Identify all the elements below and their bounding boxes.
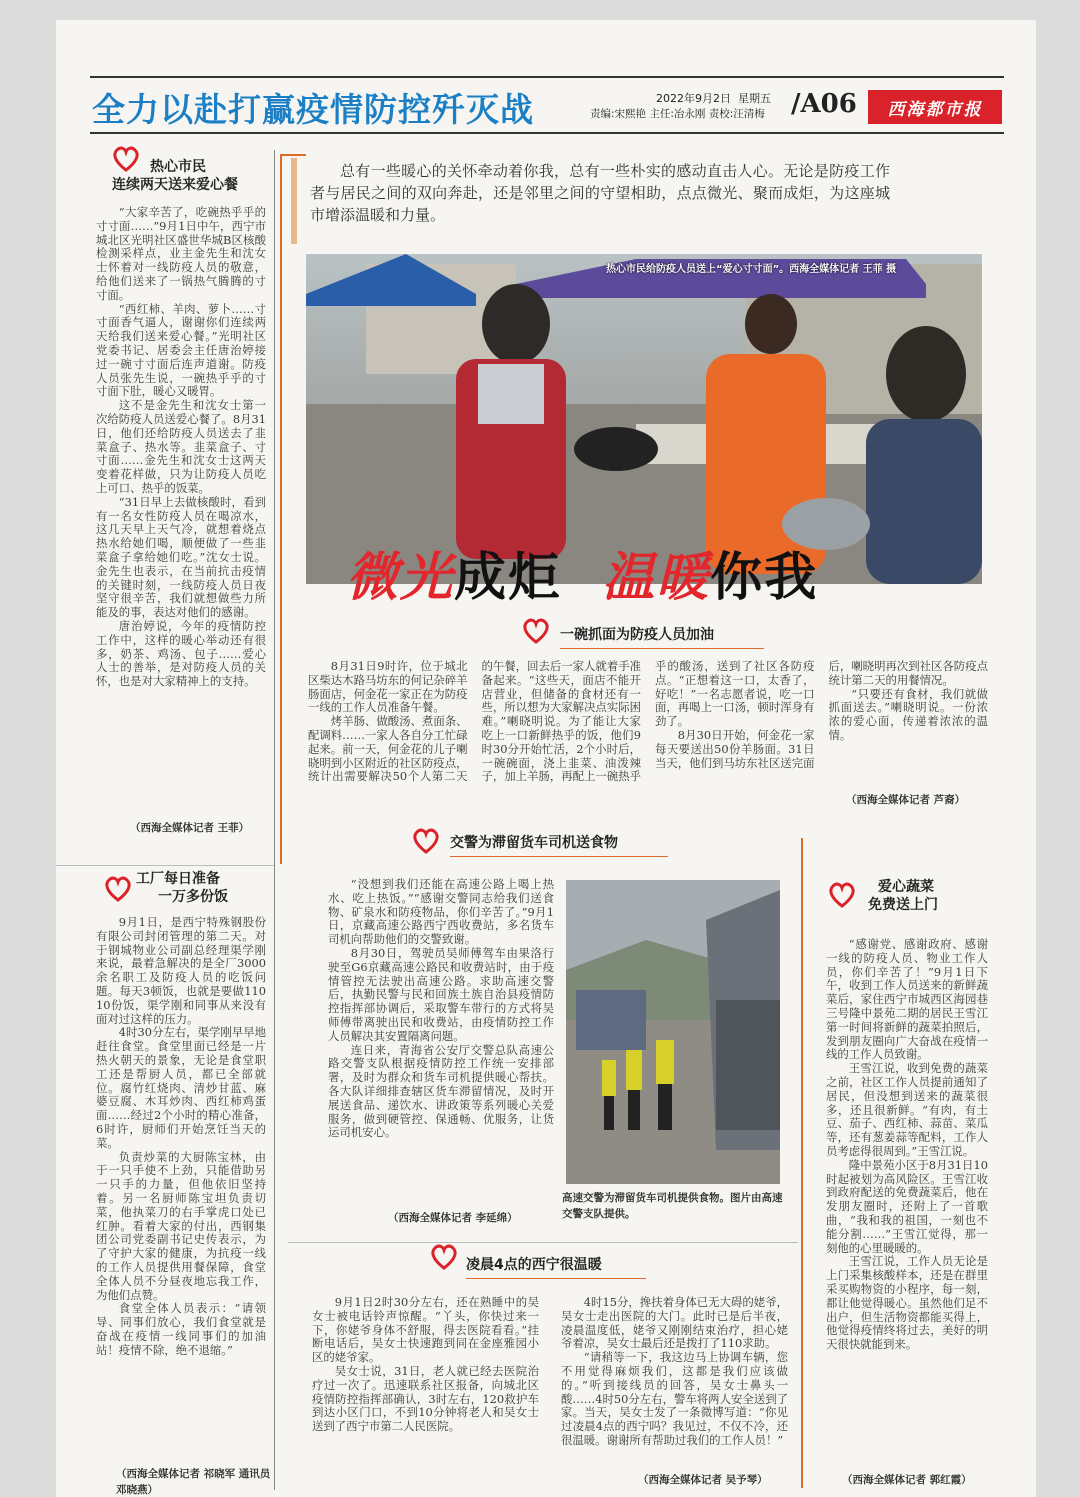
police-photo-caption: 高速交警为滞留货车司机提供食物。图片由高速交警支队提供。: [562, 1192, 783, 1220]
main-photo-caption: 热心市民给防疫人员送上“爱心寸寸面”。西海全媒体记者 王菲 摄: [606, 264, 897, 275]
header-rule-bottom: [90, 132, 1004, 134]
story1-credit: （西海全媒体记者 王菲）: [130, 822, 250, 834]
heart-icon: [104, 876, 132, 902]
weekday-text: 星期五: [738, 92, 771, 105]
story5-paragraph: 4时15分，搀扶着身体已无大碍的姥爷，吴女士走出医院的大门。此时已是后半夜，凌晨温度低，姥爷又刚刚结束治疗，担心姥爷着凉，吴女士最后还是拨打了110求助。: [561, 1296, 788, 1351]
story6-paragraph: 王雪江说，收到免费的蔬菜之前，社区工作人员提前通知了居民，但没想到送来的蔬菜很多，还且很新鲜。“有肉，有土豆、茄子、西红柿、蒜苗、菜瓜等，还有葱姜蒜等配料，工作人员考虑得很周到。”王雪江说。: [826, 1061, 988, 1158]
story1-paragraph: “大家辛苦了，吃碗热乎乎的寸寸面……”9月1日中午，西宁市城北区光明社区盛世华城B区核酸检测采样点，业主金先生和沈女士怀着对一线防疫人员的敬意，给他们送来了一锅热气腾腾的寸寸面。: [96, 206, 266, 302]
story1-title-1: 热心市民: [150, 159, 206, 175]
header-rule-top: [90, 76, 1004, 78]
story2-body: [96, 916, 266, 1464]
story5-title: 凌晨4点的西宁很温暖: [466, 1257, 602, 1273]
middle-separator: [288, 1242, 798, 1243]
story2-credit: （西海全媒体记者 祁晓军 通讯员 邓晓燕）: [116, 1468, 271, 1496]
story5-title-rule: [466, 1278, 646, 1279]
police-photo: [566, 880, 780, 1184]
story4-title-rule: [450, 856, 668, 857]
story5-paragraph: 9月1日2时30分左右，还在熟睡中的吴女士被电话铃声惊醒。“丫头，你快过来一下，你姥爷身体不舒服，得去医院看看。”挂断电话后，吴女士快速跑到同在金座雅园小区的姥爷家。: [312, 1296, 539, 1365]
story2-paragraph: 食堂全体人员表示：“请领导、同事们放心，我们食堂就是奋战在疫情一线同事们的加油站！疫情不除，绝不退缩。”: [96, 1301, 266, 1357]
story6-title-1: 爱心蔬菜: [878, 879, 934, 895]
story6-title-2: 免费送上门: [868, 897, 938, 913]
page-banner: 全力以赴打赢疫情防控歼灭战: [92, 90, 534, 129]
story2-paragraph: 4时30分左右，渠学刚早早地赶往食堂。食堂里面已经是一片热火朝天的景象，无论是食堂职工还是帮厨人员，都已全部就位。腐竹红烧肉、清炒甘蓝、麻婆豆腐、木耳炒肉、西红柿鸡蛋面……经过2个小时的精心准备，6时许，厨师们开始烹饪当天的菜。: [96, 1025, 266, 1150]
orange-frame-top: [280, 154, 306, 156]
story3-title: 一碗抓面为防疫人员加油: [560, 627, 714, 643]
editor-credits: 责编:宋熙艳 主任:冶永刚 责校:汪清梅: [590, 108, 765, 120]
heart-icon: [522, 618, 550, 644]
story4-paragraph: 连日来，青海省公安厅交警总队高速公路交警支队根据疫情防控工作统一安排部署，及时为群众和货车司机提供暖心帮扶。各大队详细排查辖区货车滞留情况，及时开展送食品、递饮水、讲政策等系列暖心关爱服务，做到硬管控、保通畅、优服务，让货运司机安心。: [328, 1042, 554, 1140]
story5-credit: （西海全媒体记者 吴予琴）: [638, 1474, 768, 1486]
story1-paragraph: “31日早上去做核酸时，看到有一名女性防疫人员在喝凉水，这几天早上天气冷，就想着烧点热水给她们喝，顺便做了一些韭菜盒子拿给她们吃。”沈女士说。金先生也表示，在当前抗击疫情的关键时刻，一线防疫人员日夜坚守很辛苦，我们就想做些力所能及的事，表达对他们的感谢。: [96, 494, 266, 620]
story1-paragraph: 唐治婷说，今年的疫情防控工作中，这样的暖心举动还有很多，奶茶、鸡汤、包子……爱心人士的善举，是对防疫人员的关怀，也是对大家精神上的支持。: [96, 618, 266, 689]
feature-headline: [346, 535, 818, 610]
headline-part4: 你我: [710, 548, 819, 608]
story4-paragraph: 8月30日，驾驶员吴师傅驾车由果洛行驶至G6京藏高速公路民和收费站时，由于疫情管控无法驶出高速公路。求助高速交警后，执勤民警与民和回族土族自治县疫情防控指挥部协调后，采取警车带行的方式将吴师傅带离驶出民和收费站，由疫情防控工作人员解决其安置隔离问题。: [328, 945, 554, 1043]
orange-frame-right: [801, 838, 803, 1488]
page-number: /A06: [791, 89, 857, 119]
story4-credit: （西海全媒体记者 李延绵）: [388, 1212, 518, 1224]
story5-body: [312, 1296, 788, 1468]
story3-paragraph: 8月31日9时许，位于城北区柴达木路马坊东的何记杂碎羊肠面店，何金花一家正在为防疫一线的工作人员准备午餐。: [308, 660, 468, 715]
newspaper-page: [56, 20, 1036, 1497]
heart-icon: [828, 882, 856, 908]
page-number-text: A06: [800, 89, 857, 119]
story4-title: 交警为滞留货车司机送食物: [450, 835, 618, 851]
story2-paragraph: 负责炒菜的大厨陈宝林，由于一只手使不上劲，只能借助另一只手的力量，但他依旧坚持着。另一名厨师陈宝坦负责切菜，他执菜刀的右手掌虎口处已红肿。看着大家的付出，西钢集团公司党委副书记史传表示，为了守护大家的健康，为抗疫一线的工作人员提供用餐保障，食堂全体人员不分昼夜地忘我工作，为他们点赞。: [96, 1149, 266, 1302]
police-photo-illustration: [566, 880, 780, 1184]
headline-part2: 成炬: [454, 548, 563, 608]
story3-paragraph: “只要还有食材，我们就做抓面送去。”喇晓明说。一份浓浓的爱心面，传递着浓浓的温情。: [828, 686, 988, 742]
orange-frame-left: [280, 154, 282, 864]
story2-title-1: 工厂每日准备: [136, 871, 220, 887]
heart-icon: [112, 146, 140, 172]
story3-paragraph: 8月30日开始，何金花一家每天要送出50份羊肠面。31日当天，他们到马坊东社区送完面后，喇晓明再次到社区各防疫点统计第二天的用餐情况。: [655, 660, 988, 770]
story6-paragraph: 王雪江说，工作人员无论是上门采集核酸样本，还是在群里采买购物资的小程序，每一刻，都让他觉得暖心。虽然他们足不出户，但生活物资都能买得上，他觉得疫情终将过去，美好的明天很快就能到来。: [826, 1254, 988, 1352]
story1-title-2: 连续两天送来爱心餐: [112, 177, 238, 193]
story5-paragraph: 吴女士说，31日，老人就已经去医院治疗过一次了。迅速联系社区报备，向城北区疫情防控指挥部确认，3时左右，120救护车到达小区门口，不到10分钟将老人和吴女士送到了西宁市第二人民医院。: [312, 1363, 539, 1434]
intro-paragraph: 总有一些暖心的关怀牵动着你我，总有一些朴实的感动直击人心。无论是防疫工作者与居民之间的双向奔赴，还是邻里之间的守望相助，点点微光、聚而成炬，为这座城市增添温暖和力量。: [310, 162, 890, 224]
story6-body: [826, 938, 988, 1466]
story1-paragraph: 这不是金先生和沈女士第一次给防疫人员送爱心餐了。8月31日，他们还给防疫人员送去了韭菜盒子、热水等。韭菜盒子、寸寸面……金先生和沈女士这两天变着花样做，只为让防疫人员吃上可口、热乎的饭菜。: [96, 398, 266, 495]
headline-part3: 温暖: [602, 547, 711, 608]
story1-body: [96, 206, 266, 826]
story1-paragraph: “西红柿、羊肉、萝卜……寸寸面香气逼人，谢谢你们连续两天给我们送来爱心餐。”光明社区党委书记、居委会主任唐治婷接过一碗寸寸面后连声道谢。防疫人员张先生说，一碗热乎乎的寸寸面下肚，暖心又暖胃。: [96, 301, 266, 399]
story4-body: [328, 878, 554, 1218]
heart-icon: [412, 828, 440, 854]
story6-paragraph: “感谢党、感谢政府、感谢一线的防疫人员、物业工作人员，你们辛苦了！”9月1日下午，收到工作人员送来的新鲜蔬菜后，家住西宁市城西区海园巷三号隆中景苑二期的居民王雪江第一时间将新鲜的蔬菜拍照后，发到朋友圈向广大奋战在疫情一线的工作人员致谢。: [826, 938, 988, 1062]
left-column-separator: [56, 865, 274, 866]
headline-part1: 微光: [346, 547, 455, 608]
story6-paragraph: 隆中景苑小区于8月31日10时起被划为高风险区。王雪江收到政府配送的免费蔬菜后，他在发朋友圈时，还附上了一首歌曲，“我和我的祖国，一刻也不能分割……”王雪江觉得，那一刻他的心里暖暖的。: [826, 1157, 988, 1255]
story3-title-rule: [560, 648, 764, 649]
column-divider-left: [274, 150, 275, 1490]
story3-paragraph: 烤羊肠、做酸汤、煮面条、配调料……一家人各自分工忙碌起来。前一天，何金花的儿子喇晓明到小区附近的社区防疫点，统计出需要解决50个人第二天的午餐，回去后一家人就着手准备起来。“这些天，面店不能开店营业，但储备的食材还有一些，所以想为大家解决点实际困难。”喇晓明说。为了能让大家吃上一口新鲜热乎的饭，他们9时30分开始忙活，2个小时后，一碗碗面，浇上韭菜、油泼辣子，加上羊肠，再配上一碗热乎乎的酸汤，送到了社区各防疫点。“正想着这一口，太香了，好吃！”一名志愿者说，吃一口面，再喝上一口汤，顿时浑身有劲了。: [308, 660, 815, 784]
story6-credit: （西海全媒体记者 郭红霞）: [842, 1474, 972, 1486]
story4-paragraph: “没想到我们还能在高速公路上喝上热水、吃上热饭。”“感谢交警同志给我们送食物、矿泉水和防疫物品，你们辛苦了。”9月1日，京藏高速公路西宁西收费站，多名货车司机向帮助他们的交警致谢。: [328, 878, 554, 947]
heart-icon: [430, 1244, 458, 1270]
dateline: [656, 90, 771, 106]
date-text: 2022年9月2日: [656, 92, 731, 105]
story5-paragraph: “请稍等一下，我这边马上协调车辆，您不用觉得麻烦我们，这都是我们应该做的。”听到接线员的回答，吴女士鼻头一酸……4时50分左右，警车将两人安全送到了家。当天，吴女士发了一条微博写道：“你见过凌晨4点的西宁吗？我见过，不仅不冷，还很温暖。谢谢所有帮助过我们的工作人员！”: [561, 1350, 788, 1447]
story3-body: [308, 660, 988, 790]
brand-logo: 西海都市报: [868, 90, 1002, 124]
story2-paragraph: 9月1日，是西宁特殊钢股份有限公司封闭管理的第二天。对于钢城物业公司副总经理渠学刚来说，最着急解决的是全厂3000余名职工及防疫人员的吃饭问题。每天3顿饭，也就是要做11010份饭，渠学刚和同事从来没有面对过这样的压力。: [96, 916, 266, 1026]
intro-accent-bar: [291, 158, 297, 244]
story2-title-2: 一万多份饭: [158, 889, 228, 905]
story3-credit: （西海全媒体记者 芦裔）: [846, 794, 966, 806]
